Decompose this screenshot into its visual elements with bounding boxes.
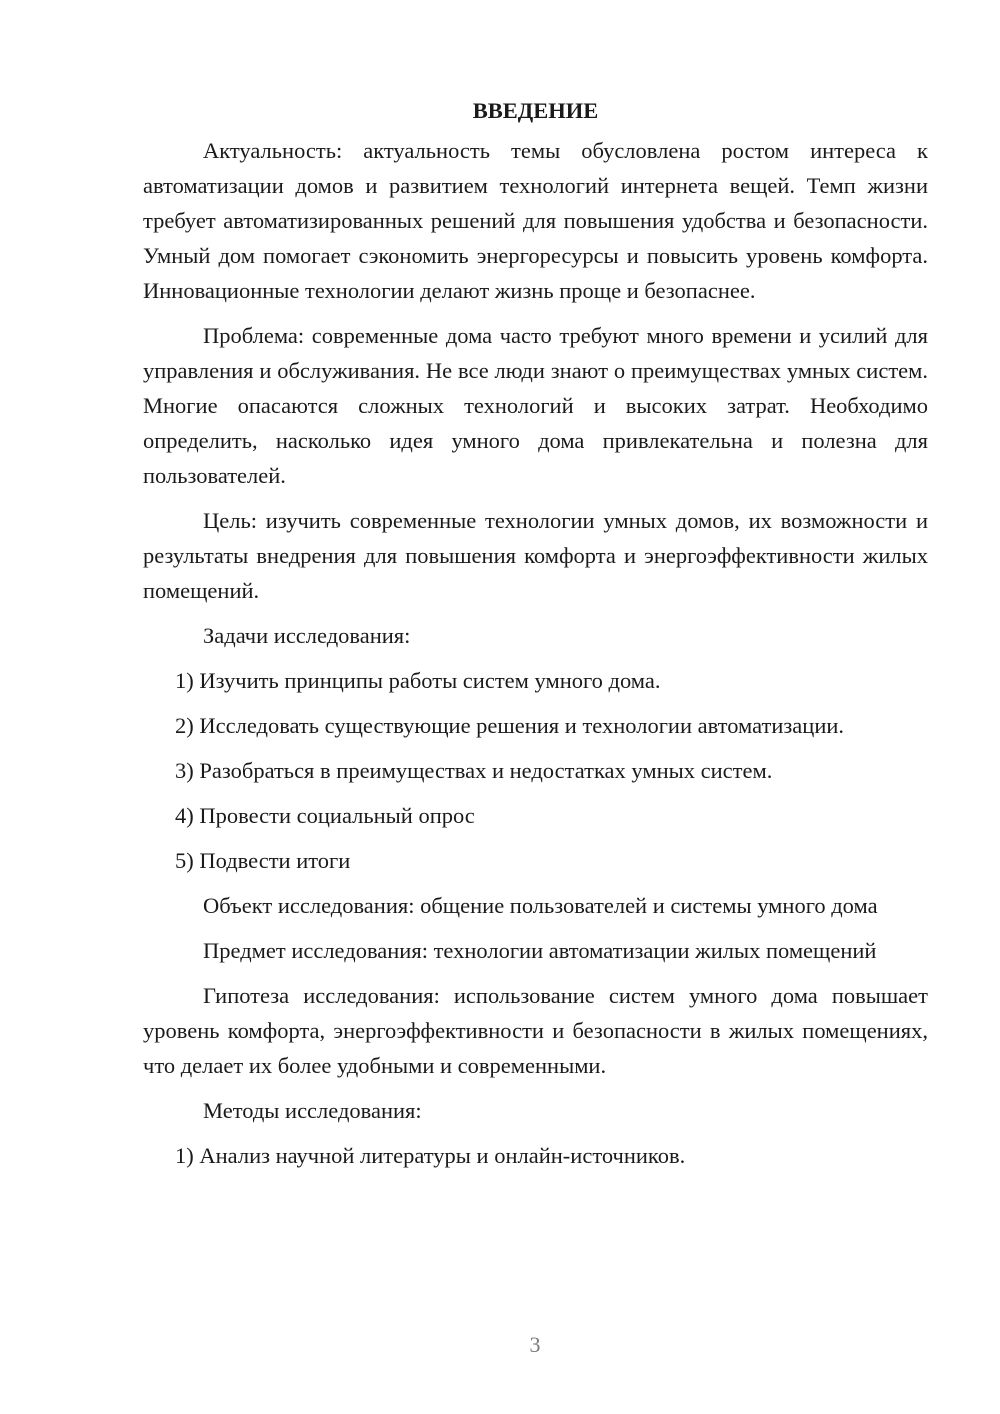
- page-number: 3: [529, 1332, 541, 1357]
- task-item: 2) Исследовать существующие решения и технологии автоматизации.: [175, 713, 845, 738]
- task-item: 3) Разобраться в преимуществах и недостатках умных систем.: [175, 758, 773, 783]
- goal-paragraph: Цель: изучить современные технологии умных домов, их возможности и результаты внедрения для повышения комфорта и энергоэффективности жилых помещений.: [143, 508, 928, 603]
- task-item: 4) Провести социальный опрос: [175, 803, 475, 828]
- problem-paragraph: Проблема: современные дома часто требуют много времени и усилий для управления и обслуживания. Не все люди знают о преимуществах умных систем. Многие опасаются сложных технологий и высоких затрат. Необходимо определить, насколько идея умного дома привлекательна и полезна для пользователей.: [143, 323, 928, 488]
- document-page: [143, 93, 928, 1183]
- method-item: 1) Анализ научной литературы и онлайн-источников.: [175, 1143, 686, 1168]
- hypothesis-paragraph: Гипотеза исследования: использование систем умного дома повышает уровень комфорта, энергоэффективности и безопасности в жилых помещениях, что делает их более удобными и современными.: [143, 983, 928, 1078]
- task-item: 1) Изучить принципы работы систем умного дома.: [175, 668, 661, 693]
- subject-paragraph: Предмет исследования: технологии автоматизации жилых помещений: [203, 938, 877, 963]
- relevance-paragraph: Актуальность: актуальность темы обусловлена ростом интереса к автоматизации домов и развитием технологий интернета вещей. Темп жизни требует автоматизированных решений для повышения удобства и безопасности. Умный дом помогает сэкономить энергоресурсы и повысить уровень комфорта. Инновационные технологии делают жизнь проще и безопаснее.: [143, 138, 928, 303]
- task-item: 5) Подвести итоги: [175, 848, 351, 873]
- tasks-title: Задачи исследования:: [203, 623, 411, 648]
- methods-title: Методы исследования:: [203, 1098, 422, 1123]
- object-paragraph: Объект исследования: общение пользователей и системы умного дома: [203, 893, 878, 918]
- section-heading: ВВЕДЕНИЕ: [472, 98, 599, 123]
